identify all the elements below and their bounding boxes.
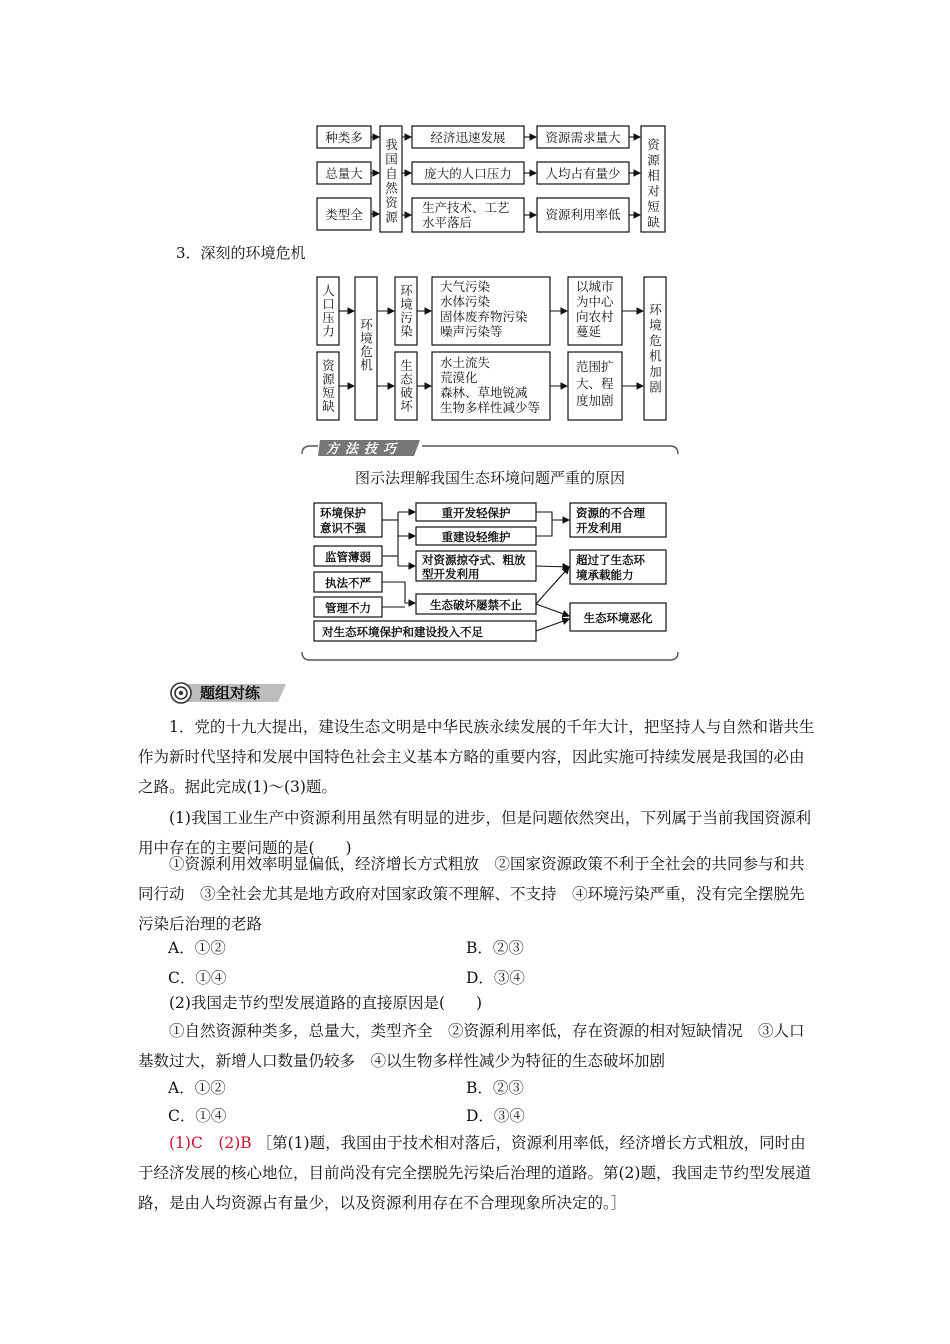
d1-left-3: 类型全 (325, 207, 363, 222)
q1-2-option-d[interactable]: D．③④ (466, 1107, 525, 1125)
d2-trend1-1: 以城市 (576, 279, 614, 294)
q1-2-option-a[interactable]: A．①② (168, 1079, 226, 1097)
d1-row2-b: 人均占有量少 (545, 166, 621, 181)
d2-list1-1: 大气污染 (440, 279, 491, 294)
d2-input-population: 人口压力 (320, 284, 336, 338)
answer-block (138, 1128, 818, 1218)
d2-trend2-2: 大、程 (576, 376, 614, 391)
d1-left-2: 总量大 (325, 166, 363, 181)
d2-trend2-1: 范围扩 (576, 359, 614, 374)
answer-keys: (1)C (2)B (169, 1134, 252, 1152)
q1-1-option-d[interactable]: D．③④ (466, 969, 525, 987)
method-caption: 图示法理解我国生态环境问题严重的原因 (354, 469, 625, 487)
d1-row3-a2: 水平落后 (422, 215, 473, 230)
m-right-2a: 超过了生态环 (576, 553, 645, 567)
q1-2-stem: (2)我国走节约型发展道路的直接原因是( ) (169, 994, 483, 1012)
d2-trend1-3: 向农村 (576, 309, 614, 324)
m-left-4: 管理不力 (325, 601, 371, 615)
m-left-1b: 意识不强 (320, 521, 366, 535)
d1-center-vertical: 我国自然资源 (383, 138, 399, 225)
q1-2-option-b[interactable]: B．②③ (466, 1079, 524, 1097)
d2-result: 环境危机加剧 (647, 303, 663, 396)
m-right-2b: 境承载能力 (576, 568, 634, 582)
m-mid-2: 重建设轻维护 (441, 530, 511, 544)
q1-2-option-c[interactable]: C．①④ (168, 1107, 227, 1125)
m-mid-4: 生态破坏屡禁不止 (430, 598, 522, 612)
method-tab-label: 方法技巧 (326, 442, 403, 457)
answer-explanation: ［第(1)题，我国由于技术相对落后，资源利用率低，经济增长方式粗放，同时由于经济发展的核心地位，目前尚没有完全摆脱先污染后治理的道路。第(2)题，我国走节约型发展道路，是由人均资源占有量少，以及资源利用存在不合理现象所决定的。］ (138, 1134, 811, 1212)
environment-crisis-diagram (300, 270, 680, 430)
m-mid-3b: 型开发利用 (422, 567, 480, 581)
m-bottom-bar: 对生态环境保护和建设投入不足 (322, 625, 483, 639)
d2-list2-1: 水土流失 (440, 355, 491, 370)
m-left-3: 执法不严 (325, 576, 371, 590)
q1-intro: 1．党的十九大提出，建设生态文明是中华民族永续发展的千年大计，把坚持人与自然和谐共生作为新时代坚持和发展中国特色社会主义基本方略的重要内容，因此实施可持续发展是我国的必由之路。据此完成(1)～(3)题。 (138, 718, 815, 796)
d2-list2-4: 生物多样性减少等 (440, 400, 541, 415)
m-right-3: 生态环境恶化 (583, 611, 653, 625)
d1-row3-a1: 生产技术、工艺 (422, 200, 510, 215)
q1-1-option-b[interactable]: B．②③ (466, 939, 524, 957)
d2-list2-3: 森林、草地锐减 (440, 385, 528, 400)
d2-list1-3: 固体废弃物污染 (440, 309, 528, 324)
q1-1-option-a[interactable]: A．①② (168, 939, 226, 957)
q1-2-items: ①自然资源种类多，总量大，类型齐全 ②资源利用率低，存在资源的相对短缺情况 ③人口基数过大，新增人口数量仍较多 ④以生物多样性减少为特征的生态破坏加剧 (138, 1022, 805, 1070)
d1-row1-b: 资源需求量大 (545, 130, 621, 145)
d1-row3-b: 资源利用率低 (545, 207, 621, 222)
m-mid-3a: 对资源掠夺式、粗放 (422, 553, 526, 567)
m-right-1b: 开发利用 (576, 521, 622, 535)
m-mid-1: 重开发轻保护 (441, 506, 511, 520)
section-3-title: 3．深刻的环境危机 (176, 244, 306, 262)
d2-trend1-2: 为中心 (576, 294, 614, 309)
m-left-1a: 环境保护 (320, 506, 366, 520)
q1-1-stem: (1)我国工业生产中资源利用虽然有明显的进步，但是问题依然突出，下列属于当前我国资源利用中存在的主要问题的是( ) (138, 809, 811, 857)
d2-list1-2: 水体污染 (440, 294, 491, 309)
d2-list1-4: 噪声污染等 (440, 324, 503, 339)
d2-center: 环境危机 (358, 318, 374, 372)
resource-shortage-diagram (300, 118, 680, 240)
d1-row1-a: 经济迅速发展 (430, 130, 506, 145)
practice-badge-label: 题组对练 (200, 684, 261, 702)
d2-trend2-3: 度加剧 (576, 393, 614, 408)
d2-list2-2: 荒漠化 (440, 370, 478, 385)
d1-result-vertical: 资源相对短缺 (645, 138, 661, 231)
d2-trend1-4: 蔓延 (576, 324, 602, 339)
d1-left-1: 种类多 (325, 130, 363, 145)
q1-1-option-c[interactable]: C．①④ (168, 969, 227, 987)
m-right-1a: 资源的不合理 (576, 506, 645, 520)
d1-row2-a: 庞大的人口压力 (424, 166, 512, 181)
m-left-2: 监管薄弱 (325, 550, 371, 564)
ecology-cause-diagram (300, 495, 680, 645)
q1-1-items: ①资源利用效率明显偏低，经济增长方式粗放 ②国家资源政策不利于全社会的共同参与和共同行动 ③全社会尤其是地方政府对国家政策不理解、不支持 ④环境污染严重，没有完全摆脱先污染后治理的老路 (138, 855, 805, 933)
d2-branch-pollution: 环境污染 (398, 284, 414, 338)
d2-branch-damage: 生态破坏 (398, 359, 414, 413)
d2-input-resource: 资源短缺 (320, 359, 336, 413)
